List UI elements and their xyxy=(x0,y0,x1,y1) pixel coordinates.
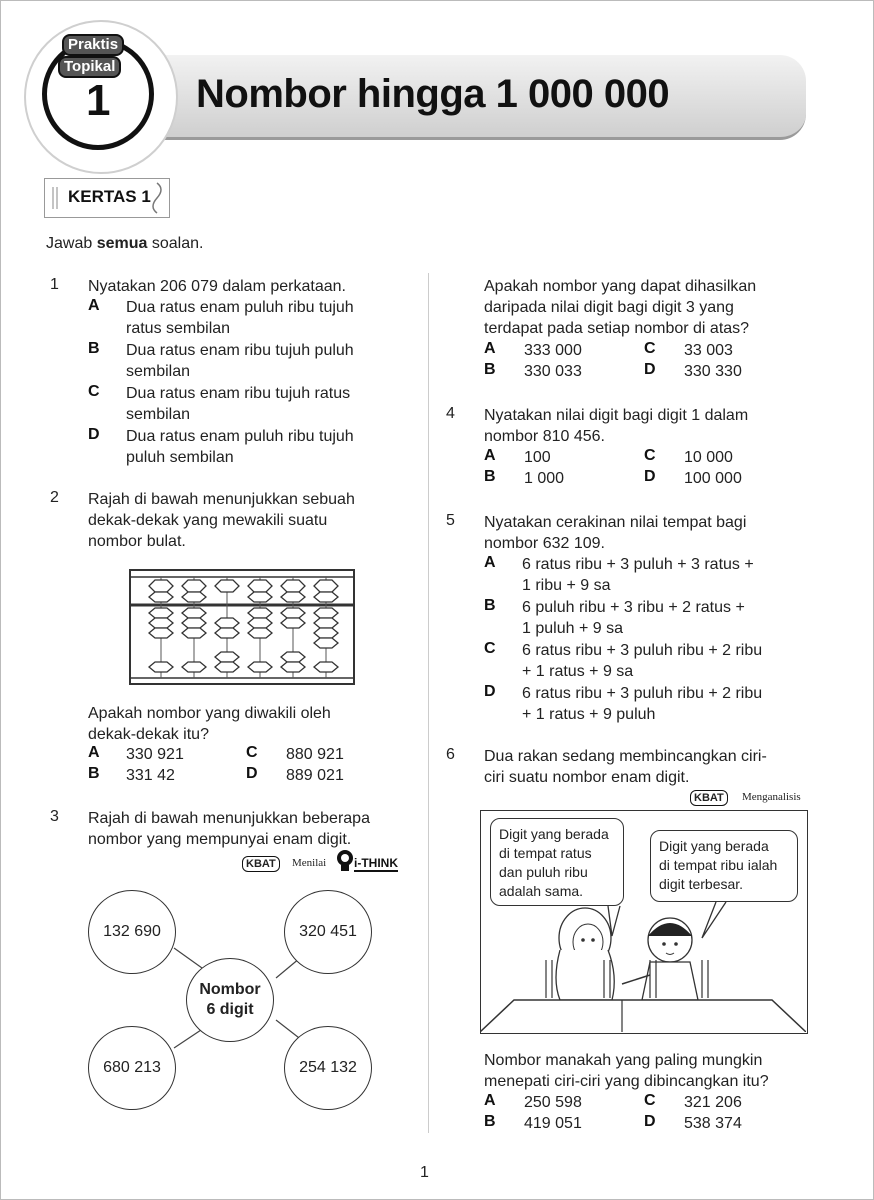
bubble-line: Digit yang berada xyxy=(499,826,609,842)
option-text: 330 330 xyxy=(684,363,742,380)
option-line: + 1 ratus + 9 sa xyxy=(522,663,634,680)
option-text: 1 000 xyxy=(524,470,565,487)
column-divider xyxy=(428,273,429,1133)
question-stem xyxy=(484,746,767,788)
option-line: Dua ratus enam ribu tujuh puluh xyxy=(126,342,354,359)
stem-line: dekak-dekak yang mewakili suatu xyxy=(88,512,328,529)
number-circle: 254 132 xyxy=(284,1026,372,1110)
option-text xyxy=(522,597,745,639)
option-text: 100 000 xyxy=(684,470,742,487)
option-letter: B xyxy=(484,1113,496,1130)
option-text xyxy=(522,554,754,596)
option-text: 250 598 xyxy=(524,1094,582,1111)
kbat-badge: KBAT xyxy=(690,790,728,806)
stem-line: Dua rakan sedang membincangkan ciri- xyxy=(484,748,767,765)
option-line: sembilan xyxy=(126,363,191,380)
option-line: 6 ratus ribu + 3 puluh ribu + 2 ribu xyxy=(522,685,763,702)
center-label: Nombor xyxy=(199,981,261,998)
option-letter: A xyxy=(484,340,496,357)
option-letter: C xyxy=(644,1092,656,1109)
badge-label-topikal: Topikal xyxy=(58,56,121,78)
option-letter: A xyxy=(484,1092,496,1109)
question-number: 5 xyxy=(446,512,455,529)
option-text: 330 033 xyxy=(524,363,582,380)
bubble-line: di tempat ribu ialah xyxy=(659,857,778,873)
option-letter: A xyxy=(484,554,496,571)
question-ask xyxy=(484,276,756,339)
option-text: 333 000 xyxy=(524,342,582,359)
option-text: 538 374 xyxy=(684,1115,742,1132)
option-text xyxy=(126,340,354,382)
option-letter: C xyxy=(644,340,656,357)
question-number: 3 xyxy=(50,808,59,825)
stem-line: Rajah di bawah menunjukkan beberapa xyxy=(88,810,370,827)
option-text xyxy=(126,297,354,339)
option-letter: A xyxy=(88,744,100,761)
bubble-line: adalah sama. xyxy=(499,883,584,899)
question-ask xyxy=(484,1050,769,1092)
stem-line: nombor 810 456. xyxy=(484,428,605,445)
kbat-badge: KBAT xyxy=(242,856,280,872)
question-stem xyxy=(88,808,370,850)
bubble-line: dan puluh ribu xyxy=(499,864,588,880)
ask-line: dekak-dekak itu? xyxy=(88,726,209,743)
option-letter: C xyxy=(484,640,496,657)
option-letter: B xyxy=(484,361,496,378)
ask-line: menepati ciri-ciri yang dibincangkan itu? xyxy=(484,1073,769,1090)
stem-line: nombor yang mempunyai enam digit. xyxy=(88,831,352,848)
option-line: Dua ratus enam ribu tujuh ratus xyxy=(126,385,351,402)
option-line: puluh sembilan xyxy=(126,449,234,466)
option-text: 321 206 xyxy=(684,1094,742,1111)
section-tag-label: KERTAS 1 xyxy=(68,187,151,206)
instruction-post: soalan. xyxy=(147,235,204,252)
option-letter: D xyxy=(246,765,258,782)
abacus-diagram xyxy=(128,568,356,686)
lightbulb-icon xyxy=(334,848,356,874)
option-text: 331 42 xyxy=(126,767,175,784)
option-letter: D xyxy=(88,426,100,443)
option-text: 330 921 xyxy=(126,746,184,763)
stem-line: Nyatakan nilai digit bagi digit 1 dalam xyxy=(484,407,749,424)
option-text: 33 003 xyxy=(684,342,733,359)
option-text xyxy=(522,640,762,682)
option-letter: B xyxy=(88,340,100,357)
option-line: Dua ratus enam puluh ribu tujuh xyxy=(126,428,354,445)
instruction xyxy=(46,233,203,254)
option-letter: A xyxy=(484,447,496,464)
question-number: 1 xyxy=(50,276,59,293)
center-label: 6 digit xyxy=(206,1001,254,1018)
kbat-skill: Menganalisis xyxy=(742,791,801,803)
stem-line: Nyatakan cerakinan nilai tempat bagi xyxy=(484,514,747,531)
stem-line: ciri suatu nombor enam digit. xyxy=(484,769,690,786)
bubble-line: digit terbesar. xyxy=(659,876,744,892)
bubble-line: Digit yang berada xyxy=(659,838,769,854)
ask-line: Apakah nombor yang dapat dihasilkan xyxy=(484,278,757,295)
option-letter: D xyxy=(484,683,496,700)
option-letter: D xyxy=(644,1113,656,1130)
center-circle xyxy=(186,958,274,1042)
question-ask xyxy=(88,703,331,745)
option-line: 1 puluh + 9 sa xyxy=(522,620,623,637)
option-letter: B xyxy=(88,765,100,782)
number-circle: 320 451 xyxy=(284,890,372,974)
question-stem: Nyatakan 206 079 dalam perkataan. xyxy=(88,278,346,295)
ask-line: terdapat pada setiap nombor di atas? xyxy=(484,320,750,337)
question-number: 2 xyxy=(50,489,59,506)
option-letter: D xyxy=(644,361,656,378)
number-circle: 680 213 xyxy=(88,1026,176,1110)
option-line: 6 ratus ribu + 3 puluh ribu + 2 ribu xyxy=(522,642,763,659)
two-girls-illustration xyxy=(480,810,806,1032)
stem-line: nombor bulat. xyxy=(88,533,186,550)
option-letter: A xyxy=(88,297,100,314)
kbat-skill: Menilai xyxy=(292,857,327,869)
option-line: 6 ratus ribu + 3 puluh + 3 ratus + xyxy=(522,556,754,573)
option-letter: C xyxy=(246,744,258,761)
chapter-title: Nombor hingga 1 000 000 xyxy=(196,72,670,116)
option-letter: C xyxy=(88,383,100,400)
option-text: 10 000 xyxy=(684,449,733,466)
question-number: 4 xyxy=(446,405,455,422)
option-line: Dua ratus enam puluh ribu tujuh xyxy=(126,299,354,316)
option-text xyxy=(126,426,354,468)
stem-line: nombor 632 109. xyxy=(484,535,605,552)
badge-label-praktis: Praktis xyxy=(62,34,124,56)
ask-line: daripada nilai digit bagi digit 3 yang xyxy=(484,299,734,316)
number-circle: 132 690 xyxy=(88,890,176,974)
question-stem xyxy=(484,405,748,447)
option-letter: D xyxy=(644,468,656,485)
stem-line: Rajah di bawah menunjukkan sebuah xyxy=(88,491,355,508)
option-line: sembilan xyxy=(126,406,191,423)
question-stem xyxy=(88,489,355,552)
option-text xyxy=(522,683,762,725)
bubble-line: di tempat ratus xyxy=(499,845,592,861)
option-letter: C xyxy=(644,447,656,464)
option-letter: B xyxy=(484,468,496,485)
question-number: 6 xyxy=(446,746,455,763)
instruction-bold: semua xyxy=(96,235,148,252)
option-line: ratus sembilan xyxy=(126,320,231,337)
option-line: 1 ribu + 9 sa xyxy=(522,577,611,594)
option-text: 889 021 xyxy=(286,767,344,784)
chapter-number: 1 xyxy=(86,76,111,125)
instruction-pre: Jawab xyxy=(46,235,97,252)
option-text xyxy=(126,383,350,425)
ithink-label: i-THINK xyxy=(354,856,398,870)
option-text: 100 xyxy=(524,449,551,466)
question-stem xyxy=(484,512,746,554)
option-line: + 1 ratus + 9 puluh xyxy=(522,706,656,723)
option-text: 419 051 xyxy=(524,1115,582,1132)
option-line: 6 puluh ribu + 3 ribu + 2 ratus + xyxy=(522,599,745,616)
option-text: 880 921 xyxy=(286,746,344,763)
page-number: 1 xyxy=(420,1164,429,1181)
ask-line: Nombor manakah yang paling mungkin xyxy=(484,1052,763,1069)
ask-line: Apakah nombor yang diwakili oleh xyxy=(88,705,331,722)
option-letter: B xyxy=(484,597,496,614)
